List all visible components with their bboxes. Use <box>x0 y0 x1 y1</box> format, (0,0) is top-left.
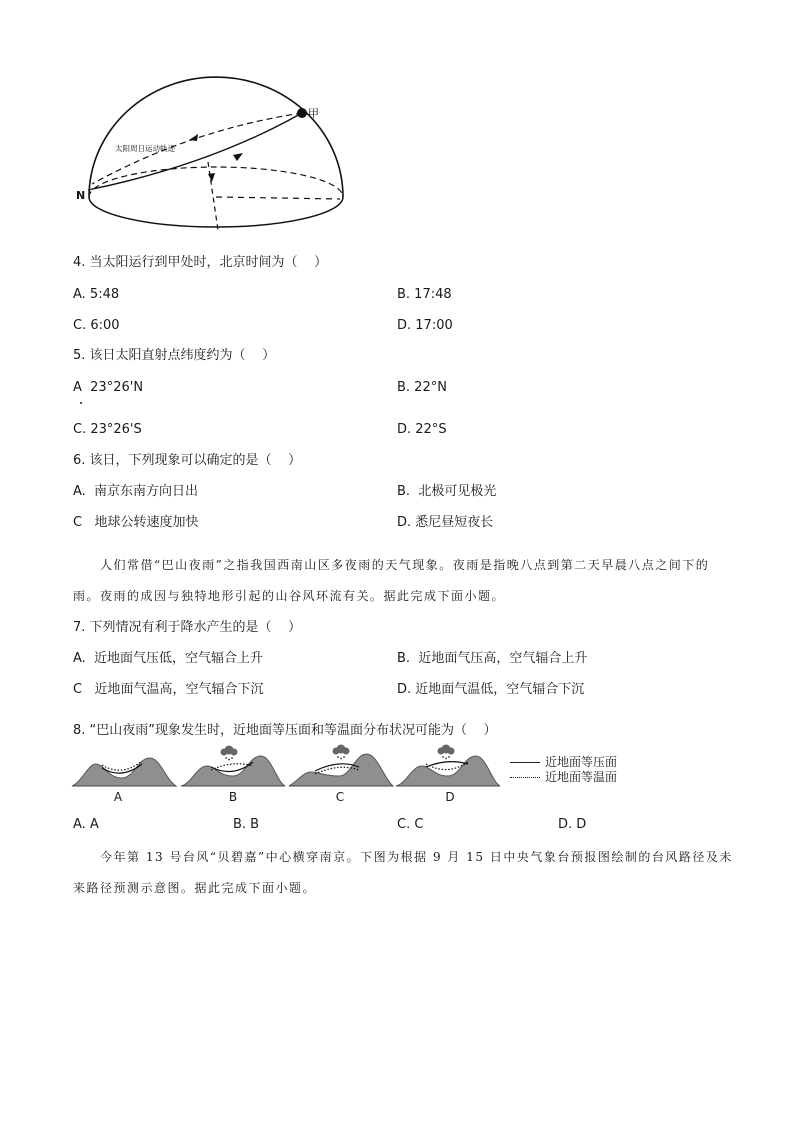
q4-option-a: A. 5:48 <box>73 287 120 302</box>
q8-option-b: B. B <box>233 817 260 832</box>
q7-option-b: B. 近地面气压高，空气辐合上升 <box>397 651 588 666</box>
hidden-path-arrow <box>189 134 198 141</box>
terrain-a <box>72 758 176 786</box>
q8-option-d: D. D <box>558 817 587 832</box>
horizon-ellipse-back <box>89 167 343 197</box>
q8-stem: 8. “巴山夜雨”现象发生时，近地面等压面和等温面分布状况可能为（ ） <box>73 723 497 738</box>
q7-option-c: C 近地面气温高，空气辐合下沉 <box>73 682 264 697</box>
q4-stem: 4. 当太阳运行到甲处时，北京时间为（ ） <box>73 255 328 270</box>
q7-option-d: D. 近地面气温低，空气辐合下沉 <box>397 682 585 697</box>
q5-option-c: C. 23°26'S <box>73 422 142 437</box>
q4-option-d: D. 17:00 <box>397 318 453 333</box>
q5-stem: 5. 该日太阳直射点纬度约为（ ） <box>73 348 276 363</box>
q7-stem: 7. 下列情况有利于降水产生的是（ ） <box>73 620 302 635</box>
q6-option-c: C 地球公转速度加快 <box>73 515 199 530</box>
q5-option-b: B. 22°N <box>397 380 447 395</box>
legend-isobar-label: 近地面等压面 <box>545 755 618 769</box>
q5-option-a: A 23°26'N <box>73 380 144 395</box>
axis-arrow <box>208 173 215 182</box>
terrain-d <box>396 756 500 786</box>
passage2-line1: 今年第 13 号台风“贝碧嘉”中心横穿南京。下图为根据 9 月 15 日中央气象台预报图绘制的台风路径及未 <box>100 850 733 864</box>
horizon-ellipse-front <box>89 197 343 227</box>
q4-option-c: C. 6:00 <box>73 318 120 333</box>
stray-dot-mark <box>80 402 82 404</box>
passage1-line1: 人们常借“巴山夜雨”之指我国西南山区多夜雨的天气现象。夜雨是指晚八点到第二天早晨八点之间下的 <box>100 558 710 572</box>
legend-isotherm-swatch <box>510 777 540 778</box>
sun-path-figure <box>70 70 360 240</box>
sun-path-arrow <box>233 153 243 161</box>
rain-cloud-icon <box>221 746 238 761</box>
passage2-line2: 来路径预测示意图。据此完成下面小题。 <box>73 881 317 895</box>
label-north: N <box>76 189 86 202</box>
q6-option-d: D. 悉尼昼短夜长 <box>397 515 494 530</box>
q8-diagram-label-c: C <box>335 790 345 804</box>
q8-diagram-b <box>181 746 285 788</box>
q8-diagram-label-b: B <box>228 790 238 804</box>
vertical-axis-dashed <box>208 162 218 230</box>
q8-option-c: C. C <box>397 817 424 832</box>
q6-option-b: B. 北极可见极光 <box>397 484 497 499</box>
q8-diagram-label-a: A <box>113 790 123 804</box>
q8-diagram-d <box>396 746 500 788</box>
q5-option-d: D. 22°S <box>397 422 447 437</box>
legend-isobar-swatch <box>510 762 540 763</box>
q8-option-a: A. A <box>73 817 99 832</box>
dome-outline <box>89 77 343 197</box>
legend-isotherm-label: 近地面等温面 <box>545 770 618 784</box>
sun-marker-jia <box>297 108 307 118</box>
rain-cloud-icon <box>333 745 350 760</box>
label-sun-path: 太阳周日运动轨迹 <box>115 144 175 153</box>
rain-cloud-icon <box>438 745 455 760</box>
q4-option-b: B. 17:48 <box>397 287 452 302</box>
q8-diagram-c <box>289 746 393 788</box>
q6-stem: 6. 该日，下列现象可以确定的是（ ） <box>73 453 302 468</box>
q8-diagram-label-d: D <box>445 790 455 804</box>
label-jia: 甲 <box>308 107 319 120</box>
q8-diagram-a <box>72 746 176 788</box>
q6-option-a: A. 南京东南方向日出 <box>73 484 199 499</box>
q7-option-a: A. 近地面气压低，空气辐合上升 <box>73 651 264 666</box>
radius-dashed-line <box>216 197 340 199</box>
passage1-line2: 雨。夜雨的成因与独特地形引起的山谷风环流有关。据此完成下面小题。 <box>73 589 506 603</box>
